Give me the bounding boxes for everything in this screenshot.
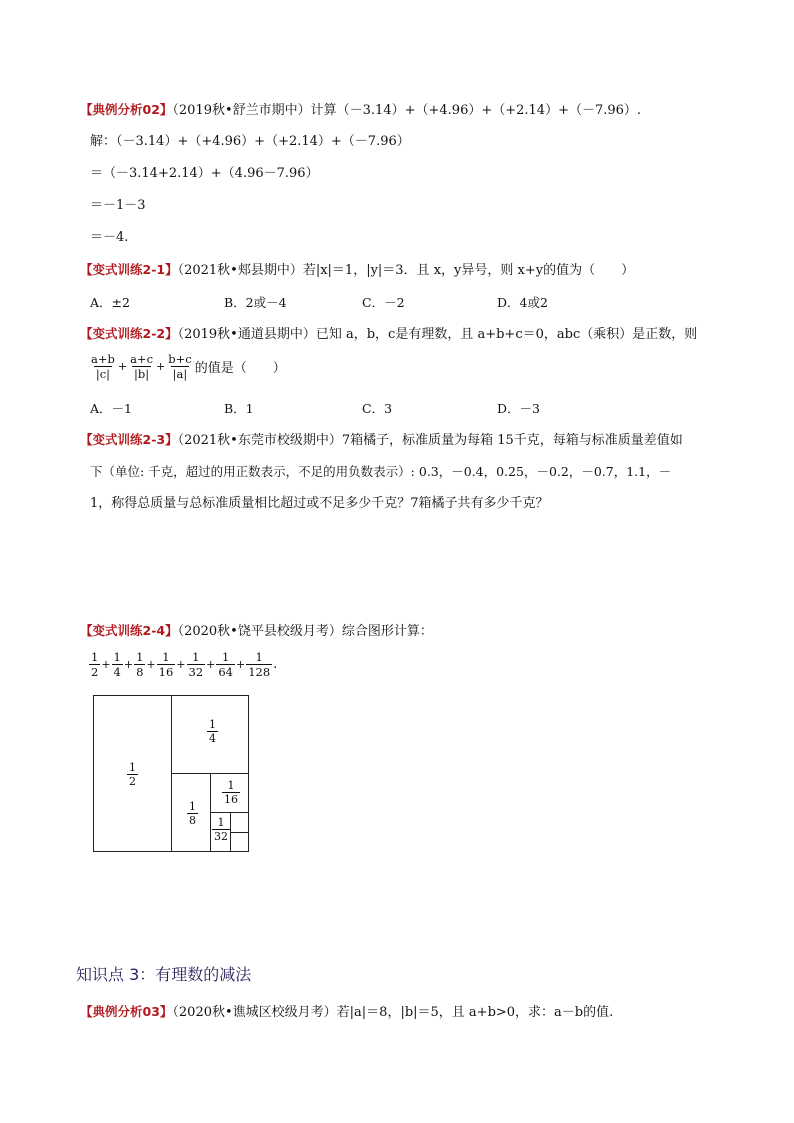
option-d: D．－3 — [497, 401, 540, 416]
variant-2-4 — [80, 622, 433, 641]
variant-2-2-text: （2019秋•通道县期中）已知 a，b，c是有理数，且 a+b+c＝0，abc（乘积）是正数，则 — [177, 327, 698, 342]
fraction: $\frac{1}{128}$ — [248, 650, 271, 679]
variant-2-3-line-1: （2021秋•东莞市校级期中）7箱橘子，标准质量为每箱 15千克，每箱与标准质量差值如 — [177, 433, 683, 448]
variant-2-4-text: （2020秋•饶平县校级月考）综合图形计算： — [177, 624, 433, 639]
variant-2-3-line-3: 1，称得总质量与总标准质量相比超过或不足多少千克？7箱橘子共有多少千克？ — [90, 496, 549, 511]
figure-label-half: 1 2 — [129, 761, 136, 788]
fraction: $\frac{a+c}{|b|}$ — [130, 352, 154, 381]
fraction: $\frac{1}{64}$ — [218, 650, 233, 679]
option-c: C．3 — [362, 401, 393, 416]
fraction: $\frac{a+b}{|c|}$ — [91, 352, 115, 381]
option-a: A．－1 — [90, 401, 132, 416]
option-b: B．2或－4 — [224, 295, 287, 310]
option-c: C．－2 — [362, 295, 405, 310]
variant-2-2 — [80, 325, 697, 344]
variant-2-1-text: （2021秋•郏县期中）若|x|＝1，|y|＝3．且 x，y异号，则 x+y的值为（ ） — [177, 263, 635, 278]
variant-2-1-tag: 【变式训练2-1】 — [80, 262, 178, 277]
variant-2-4-tag: 【变式训练2-4】 — [80, 623, 178, 638]
fraction: $\frac{1}{32}$ — [188, 650, 204, 679]
option-a: A．±2 — [90, 295, 130, 310]
figure-label-sixteenth: 1 16 — [224, 779, 238, 806]
example-02-tag: 【典例分析02】 — [80, 102, 173, 117]
fraction-expression: $\frac{a+b}{|c|}$ + $\frac{a+c}{|b|}$ + $\frac{b+c}{|a|}$ 的值是（ ） — [91, 352, 286, 381]
solution-step-2: ＝（－3.14+2.14）+（4.96－7.96） — [90, 166, 319, 181]
example-03-text: （2020秋•谯城区校级月考）若|a|＝8，|b|＝5，且 a+b>0，求：a－b的值. — [172, 1005, 614, 1020]
variant-2-3-tag: 【变式训练2-3】 — [80, 432, 178, 447]
fraction: $\frac{1}{8}$ — [136, 650, 144, 679]
fraction-figure — [93, 695, 249, 852]
variant-2-1 — [80, 261, 634, 280]
figure-label-32: 1 32 — [214, 816, 228, 843]
variant-2-3 — [80, 431, 683, 450]
figure-divider-64 — [230, 832, 249, 833]
example-02-text: （2019秋•舒兰市期中）计算（－3.14）+（+4.96）+（+2.14）+（－7.96）. — [172, 103, 642, 118]
example-03 — [80, 1003, 613, 1022]
option-b: B．1 — [224, 401, 254, 416]
variant-2-3-line-2: 下（单位: 千克，超过的用正数表示，不足的用负数表示）: 0.3，－0.4，0.25，－0.2，－0.7，1.1，－ — [90, 464, 672, 479]
fraction: $\frac{1}{16}$ — [158, 650, 174, 679]
sum-end: . — [273, 657, 278, 672]
section-heading: 知识点 3：有理数的减法 — [76, 965, 252, 984]
figure-label-eighth: 1 8 — [189, 800, 196, 827]
fraction: $\frac{1}{2}$ — [91, 650, 99, 679]
sum-expression: $\frac{1}{2}$ + $\frac{1}{4}$ + $\frac{1}{8}$ + $\frac{1}{16}$ + $\frac{1}{32}$ + $\frac{1}{64}$ + $\frac{1}{128}$ . — [91, 650, 278, 679]
figure-label-quarter: 1 4 — [209, 718, 216, 745]
solution-step-1: 解：（－3.14）+（+4.96）+（+2.14）+（－7.96） — [90, 134, 410, 149]
option-d: D．4或2 — [497, 295, 548, 310]
fraction-tail: 的值是（ ） — [194, 361, 286, 376]
solution-step-3: ＝－1－3 — [90, 198, 146, 213]
fraction: $\frac{b+c}{|a|}$ — [168, 352, 192, 381]
example-02 — [80, 101, 641, 120]
example-03-tag: 【典例分析03】 — [80, 1004, 173, 1019]
fraction: $\frac{1}{4}$ — [113, 650, 121, 679]
solution-step-4: ＝－4. — [90, 230, 129, 245]
variant-2-2-tag: 【变式训练2-2】 — [80, 326, 178, 341]
